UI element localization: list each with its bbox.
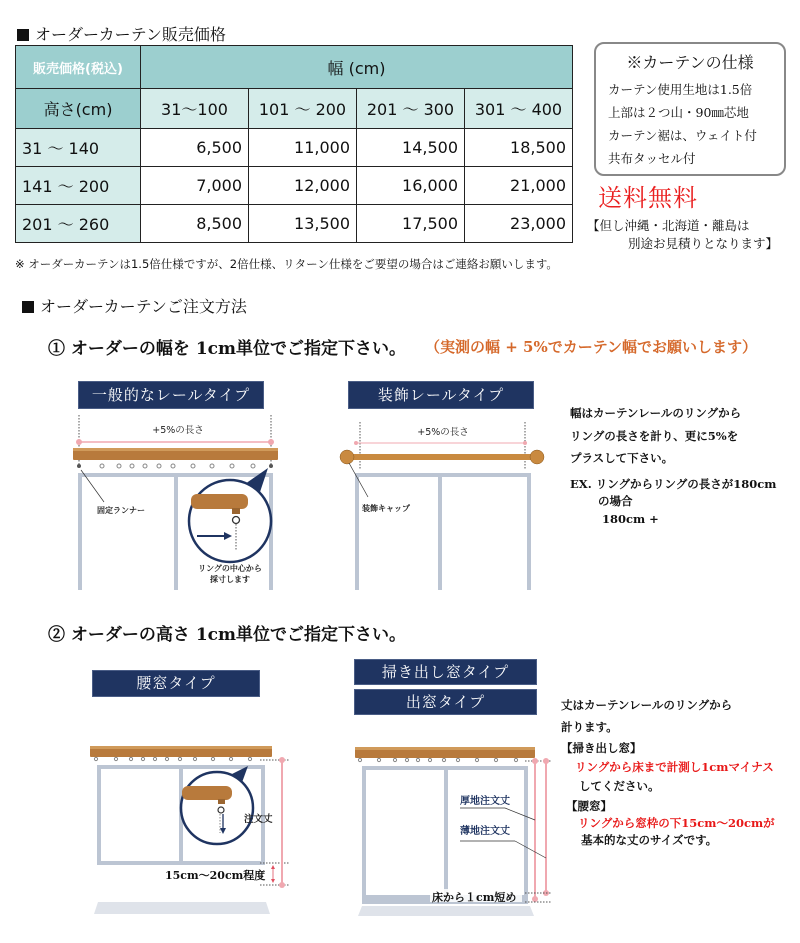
spec-note: ※ オーダーカーテンは1.5倍仕様ですが、2倍仕様、リターン仕様をご要望の場合はご連絡お願いします。 <box>15 257 558 271</box>
general-rail-diagram <box>60 410 290 590</box>
svg-text:15cm〜20cm程度: 15cm〜20cm程度 <box>165 869 266 882</box>
spec-line: カーテン裾は、ウェイト付 <box>608 128 757 143</box>
waist-window-tail: 基本的な丈のサイズです。 <box>581 833 718 847</box>
svg-text:注文丈: 注文丈 <box>244 814 273 825</box>
svg-text:採寸します: 採寸します <box>210 575 250 584</box>
price-cell: 21,000 <box>465 167 573 205</box>
price-cell: 11,000 <box>249 129 357 167</box>
svg-text:+5%の長さ: +5%の長さ <box>417 427 469 438</box>
price-cell: 17,500 <box>357 205 465 243</box>
width-explain-line: プラスして下さい。 <box>570 451 674 465</box>
general-rail-banner: 一般的なレールタイプ <box>78 381 264 409</box>
price-cell: 14,500 <box>357 129 465 167</box>
height-range: 141 〜 200 <box>16 167 141 205</box>
example-line: EX. リングからリングの長さが180cm <box>570 477 777 491</box>
price-cell: 16,000 <box>357 167 465 205</box>
width-range: 201 〜 300 <box>357 89 465 129</box>
width-label: 幅 (cm) <box>141 46 573 89</box>
height-range: 201 〜 260 <box>16 205 141 243</box>
height-range: 31 〜 140 <box>16 129 141 167</box>
spec-line: カーテン使用生地は1.5倍 <box>608 82 753 97</box>
svg-text:床から１cm短め: 床から１cm短め <box>432 891 517 904</box>
height-label: 高さ(cm) <box>16 89 141 129</box>
waist-window-red: リングから窓枠の下15cm〜20cmが <box>578 816 775 830</box>
example-line: の場合 <box>598 494 633 508</box>
height-explain-line1: 丈はカーテンレールのリングから <box>561 698 733 712</box>
svg-text:リングの中心から: リングの中心から <box>198 564 262 573</box>
price-cell: 7,000 <box>141 167 249 205</box>
width-range: 31〜100 <box>141 89 249 129</box>
svg-text:装飾キャップ: 装飾キャップ <box>362 504 410 513</box>
price-cell: 18,500 <box>465 129 573 167</box>
table-row <box>16 205 573 243</box>
waist-window-diagram <box>80 730 310 943</box>
svg-text:厚地注文丈: 厚地注文丈 <box>460 796 510 807</box>
height-explain-line2: 計ります。 <box>561 720 618 734</box>
table-row <box>16 167 573 205</box>
free-shipping-label: 送料無料 <box>598 184 698 212</box>
shipping-note-line1: 【但し沖縄・北海道・離島は <box>587 218 750 233</box>
decorative-rail-banner: 装飾レールタイプ <box>348 381 534 409</box>
waist-window-banner: 腰窓タイプ <box>92 670 260 697</box>
bay-window-banner: 出窓タイプ <box>354 689 537 715</box>
floor-window-diagram <box>340 730 570 943</box>
spec-line: 上部は２つ山・90㎜芯地 <box>608 105 749 120</box>
price-cell: 23,000 <box>465 205 573 243</box>
price-cell: 12,000 <box>249 167 357 205</box>
price-cell: 8,500 <box>141 205 249 243</box>
floor-window-red: リングから床まで計測し1cmマイナス <box>575 760 774 774</box>
step1-hint: （実測の幅 + 5%でカーテン幅でお願いします） <box>425 338 757 356</box>
width-explain-line: 幅はカーテンレールのリングから <box>570 406 742 420</box>
floor-window-head: 【掃き出し窓】 <box>561 741 642 755</box>
shipping-note-line2: 別途お見積りとなります】 <box>628 236 779 251</box>
svg-text:薄地注文丈: 薄地注文丈 <box>460 826 510 837</box>
example-line: 180cm + <box>602 512 659 526</box>
price-cell: 13,500 <box>249 205 357 243</box>
svg-text:+5%の長さ: +5%の長さ <box>152 425 204 436</box>
width-range: 301 〜 400 <box>465 89 573 129</box>
width-range: 101 〜 200 <box>249 89 357 129</box>
step1-label: ① オーダーの幅を 1cm単位でご指定下さい。 <box>48 339 407 359</box>
price-cell: 6,500 <box>141 129 249 167</box>
floor-window-tail: してください。 <box>579 779 660 793</box>
spec-title: ※カーテンの仕様 <box>626 53 754 72</box>
square-bullet-icon <box>17 29 29 41</box>
decorative-rail-diagram <box>330 410 560 590</box>
spec-box <box>594 42 786 176</box>
order-section-title: オーダーカーテンご注文方法 <box>22 294 247 317</box>
width-explain-line: リングの長さを計り、更に5%を <box>570 429 739 443</box>
table-row <box>16 129 573 167</box>
step2-label: ② オーダーの高さ 1cm単位でご指定下さい。 <box>48 625 407 645</box>
svg-text:固定ランナー: 固定ランナー <box>97 506 145 515</box>
waist-window-head: 【腰窓】 <box>566 799 612 813</box>
price-section-title: オーダーカーテン販売価格 <box>17 22 226 45</box>
floor-window-banner: 掃き出し窓タイプ <box>354 659 537 685</box>
price-table <box>15 45 573 243</box>
spec-line: 共布タッセル付 <box>608 151 696 166</box>
corner-label: 販売価格(税込) <box>16 46 141 89</box>
square-bullet-icon <box>22 301 34 313</box>
